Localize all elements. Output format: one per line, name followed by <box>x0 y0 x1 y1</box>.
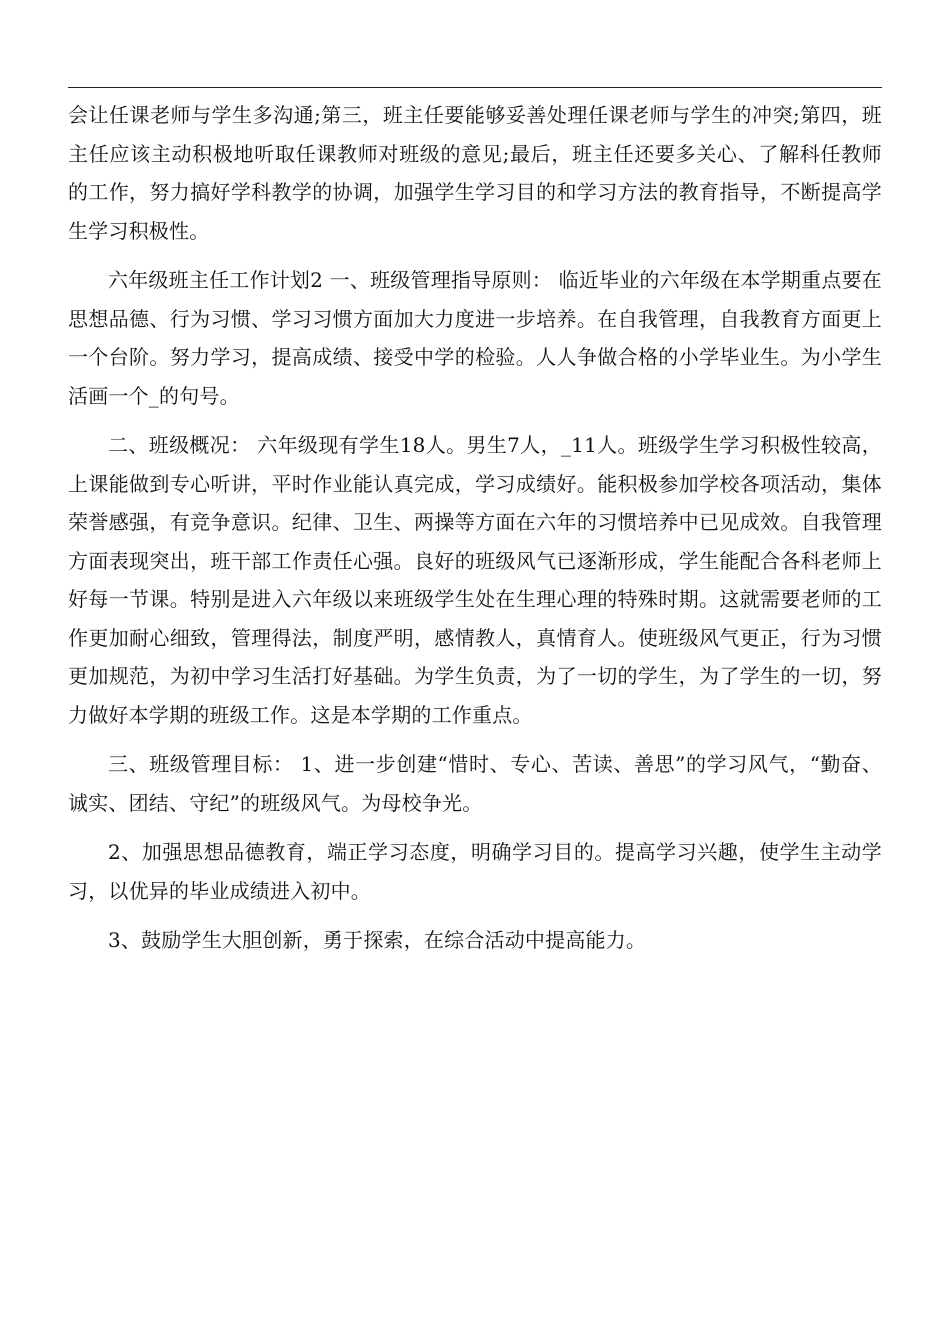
paragraph-management-goals: 三、班级管理目标： 1、进一步创建“惜时、专心、苦读、善思”的学习风气，“勤奋、诚实、团结、守纪”的班级风气。为母校争光。 <box>68 752 882 815</box>
paragraph-continuation: 会让任课老师与学生多沟通;第三，班主任要能够妥善处理任课老师与学生的冲突;第四，班主任应该主动积极地听取任课教师对班级的意见;最后，班主任还要多关心、了解科任教师的工作，努力搞好学科教学的协调，加强学生学习目的和学习方法的教育指导，不断提高学生学习积极性。 <box>68 103 882 243</box>
paragraph-plan-principles: 六年级班主任工作计划2 一、班级管理指导原则： 临近毕业的六年级在本学期重点要在思想品德、行为习惯、学习习惯方面加大力度进一步培养。在自我管理，自我教育方面更上一个台阶。努力学习，提高成绩、接受中学的检验。人人争做合格的小学毕业生。为小学生活画一个_的句号。 <box>68 268 882 408</box>
paragraph-goal-2: 2、加强思想品德教育，端正学习态度，明确学习目的。提高学习兴趣，使学生主动学习，以优异的毕业成绩进入初中。 <box>68 840 882 903</box>
paragraph-class-overview: 二、班级概况： 六年级现有学生18人。男生7人，_11人。班级学生学习积极性较高，上课能做到专心听讲，平时作业能认真完成，学习成绩好。能积极参加学校各项活动，集体荣誉感强，有竞争意识。纪律、卫生、两操等方面在六年的习惯培养中已见成效。自我管理方面表现突出，班干部工作责任心强。良好的班级风气已逐渐形成，学生能配合各科老师上好每一节课。特别是进入六年级以来班级学生处在生理心理的特殊时期。这就需要老师的工作更加耐心细致，管理得法，制度严明，感情教人，真情育人。使班级风气更正，行为习惯更加规范，为初中学习生活打好基础。为学生负责，为了一切的学生，为了学生的一切，努力做好本学期的班级工作。这是本学期的工作重点。 <box>68 433 882 727</box>
paragraph-goal-3: 3、鼓励学生大胆创新，勇于探索，在综合活动中提高能力。 <box>108 928 647 952</box>
document-body <box>68 96 882 971</box>
header-rule <box>68 87 882 88</box>
